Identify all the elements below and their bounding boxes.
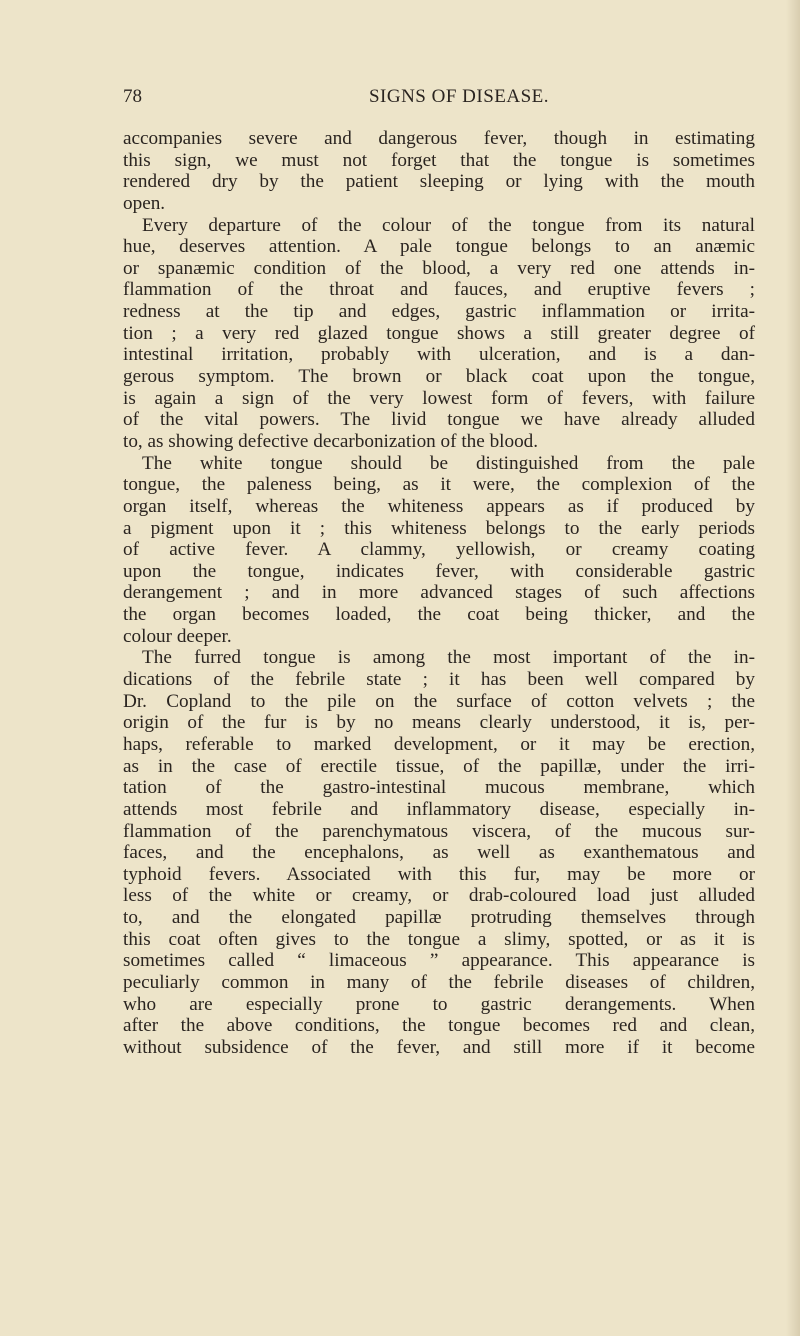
text-line: faces, and the encephalons, as well as exanthematous and [123,842,755,864]
text-line: gerous symptom. The brown or black coat upon the tongue, [123,366,755,388]
text-line: The white tongue should be distinguished from the pale [142,452,755,474]
text-line: a pigment upon it ; this whiteness belongs to the early periods [123,517,755,539]
text-line: The furred tongue is among the most important of the in- [142,647,755,669]
text-line: redness at the tip and edges, gastric inflammation or irrita- [123,301,755,323]
text-line: haps, referable to marked development, or it may be erection, [123,733,755,755]
text-line: tation of the gastro-intestinal mucous membrane, which [123,777,755,799]
text-line: typhoid fevers. Associated with this fur, may be more or [123,863,755,885]
page-header [123,86,755,110]
text-line: rendered dry by the patient sleeping or lying with the mouth [123,171,755,193]
text-line: less of the white or creamy, or drab-coloured load just alluded [123,885,755,907]
text-line: colour deeper. [123,625,232,647]
text-line: this coat often gives to the tongue a slimy, spotted, or as it is [123,928,755,950]
text-line: flammation of the throat and fauces, and eruptive fevers ; [123,279,755,301]
text-line: of the vital powers. The livid tongue we have already alluded [123,409,755,431]
text-line: without subsidence of the fever, and still more if it become [123,1036,755,1058]
text-line: organ itself, whereas the whiteness appears as if produced by [123,495,755,517]
text-line: to, as showing defective decarbonization of the blood. [123,430,539,452]
text-line: this sign, we must not forget that the tongue is sometimes [123,149,755,171]
text-line: peculiarly common in many of the febrile diseases of children, [123,971,755,993]
text-line: hue, deserves attention. A pale tongue belongs to an anæmic [123,236,755,258]
text-line: open. [123,192,166,214]
text-line: upon the tongue, indicates fever, with considerable gastric [123,560,755,582]
text-line: after the above conditions, the tongue becomes red and clean, [123,1015,755,1037]
text-line: tion ; a very red glazed tongue shows a still greater degree of [123,322,755,344]
text-line: is again a sign of the very lowest form of fevers, with failure [123,387,755,409]
text-line: to, and the elongated papillæ protruding themselves through [123,907,755,929]
text-line: attends most febrile and inflammatory disease, especially in- [123,798,755,820]
text-line: accompanies severe and dangerous fever, though in estimating [123,128,755,149]
text-line: sometimes called “ limaceous ” appearance. This appearance is [123,950,755,972]
text-line: dications of the febrile state ; it has been well compared by [123,669,755,691]
text-line: origin of the fur is by no means clearly understood, it is, per- [123,712,755,734]
text-line: who are especially prone to gastric derangements. When [123,993,755,1015]
text-line: as in the case of erectile tissue, of the papillæ, under the irri- [123,755,755,777]
text-line: tongue, the paleness being, as it were, the complexion of the [123,474,755,496]
running-title: SIGNS OF DISEASE. [368,86,550,107]
text-line: the organ becomes loaded, the coat being thicker, and the [123,604,755,626]
text-line: derangement ; and in more advanced stages of such affections [123,582,755,604]
text-line: Dr. Copland to the pile on the surface of cotton velvets ; the [123,690,755,712]
text-line: of active fever. A clammy, yellowish, or creamy coating [123,539,755,561]
page-edge-shadow [786,0,800,1336]
page-number: 78 [123,86,142,107]
text-line: flammation of the parenchymatous viscera, of the mucous sur- [123,820,755,842]
text-line: or spanæmic condition of the blood, a very red one attends in- [123,257,755,279]
text-line: intestinal irritation, probably with ulceration, and is a dan- [123,344,755,366]
body-text [123,128,755,1059]
text-line: Every departure of the colour of the tongue from its natural [142,214,755,236]
